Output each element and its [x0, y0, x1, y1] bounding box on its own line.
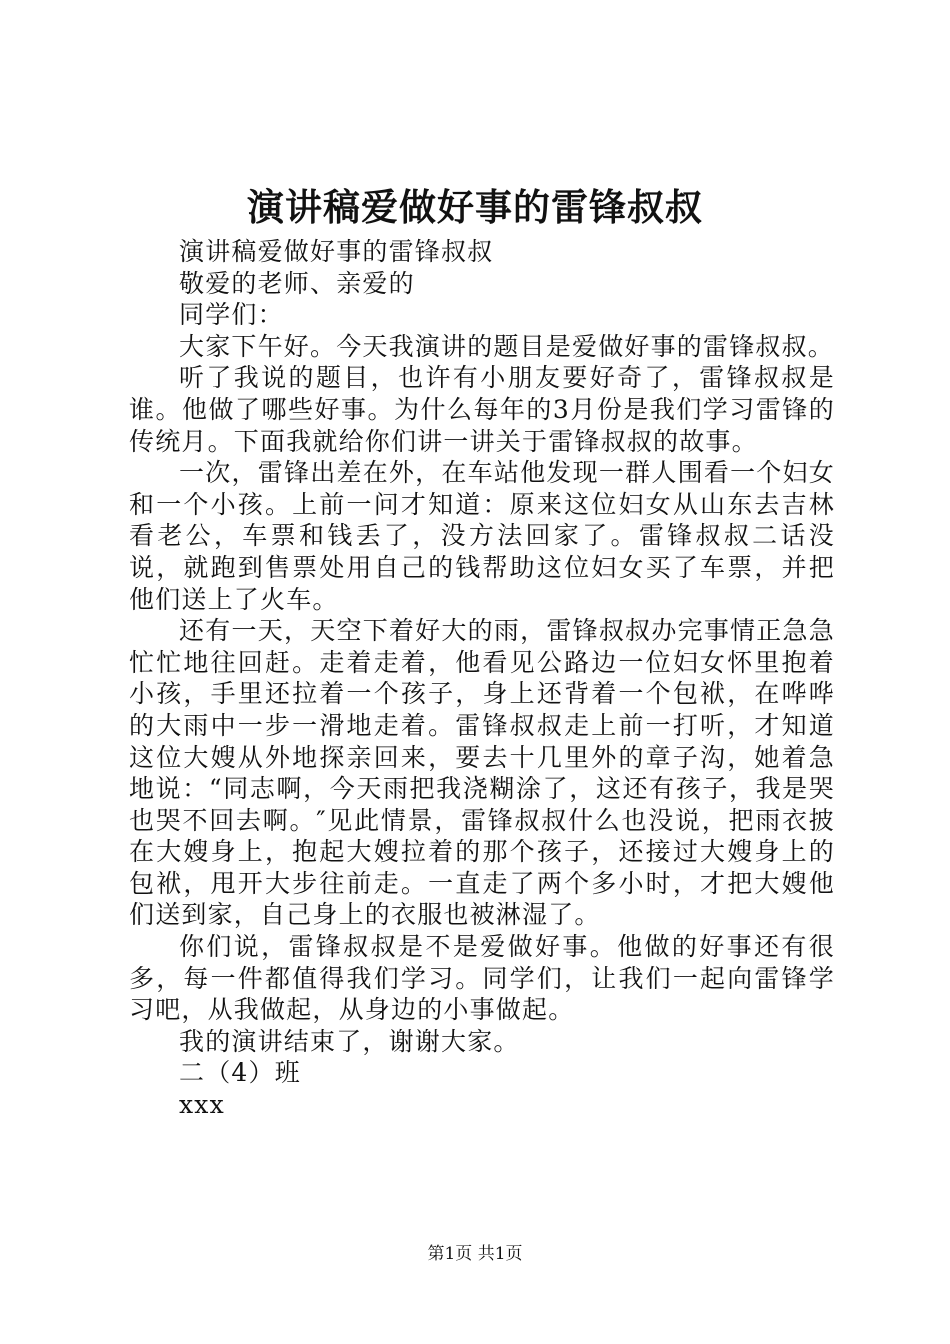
paragraph-heading: 演讲稿爱做好事的雷锋叔叔 [179, 237, 494, 266]
paragraph-signature: xxx [179, 1090, 225, 1120]
paragraph-greeting-students: 同学们： [179, 300, 284, 330]
paragraph-story-two: 还有一天，天空下着好大的雨，雷锋叔叔办完事情正急急忙忙地往回赶。走着走着，他看见公路边一位妇女怀里抱着小孩，手里还拉着一个孩子，身上还背着一个包袱，在哗哗的大雨中一步一滑地走着。雷锋叔叔走上前一打听，才知道这位大嫂从外地探亲回来，要去十几里外的章子沟，她着急地说：“同志啊，今天雨把我浇糊涂了，这还有孩子，我是哭也哭不回去啊。″见此情景，雷锋叔叔什么也没说，把雨衣披在大嫂身上，抱起大嫂拉着的那个孩子，还接过大嫂身上的包袱，甩开大步往前走。一直走了两个多小时，才把大嫂他们送到家，自己身上的衣服也被淋湿了。 [129, 616, 835, 930]
paragraph-intro: 大家下午好。今天我演讲的题目是爱做好事的雷锋叔叔。 [179, 331, 835, 361]
paragraph-closing: 我的演讲结束了，谢谢大家。 [179, 1026, 520, 1056]
paragraph-question: 听了我说的题目，也许有小朋友要好奇了，雷锋叔叔是谁。他做了哪些好事。为什么每年的3月份是我们学习雷锋的传统月。下面我就给你们讲一讲关于雷锋叔叔的故事。 [129, 363, 835, 456]
paragraph-story-one: 一次，雷锋出差在外，在车站他发现一群人围看一个妇女和一个小孩。上前一问才知道：原来这位妇女从山东去吉林看老公，车票和钱丢了，没方法回家了。雷锋叔叔二话没说，就跑到售票处用自己的钱帮助这位妇女买了车票，并把他们送上了火车。 [129, 458, 835, 614]
document-title: 演讲稿爱做好事的雷锋叔叔 [247, 185, 703, 229]
page-footer: 第1页 共1页 [427, 1244, 523, 1264]
paragraph-class: 二（4）班 [179, 1058, 301, 1088]
document-body [129, 236, 835, 1121]
paragraph-conclusion: 你们说，雷锋叔叔是不是爱做好事。他做的好事还有很多，每一件都值得我们学习。同学们，让我们一起向雷锋学习吧，从我做起，从身边的小事做起。 [129, 932, 835, 1025]
paragraph-greeting: 敬爱的老师、亲爱的 [179, 268, 415, 298]
